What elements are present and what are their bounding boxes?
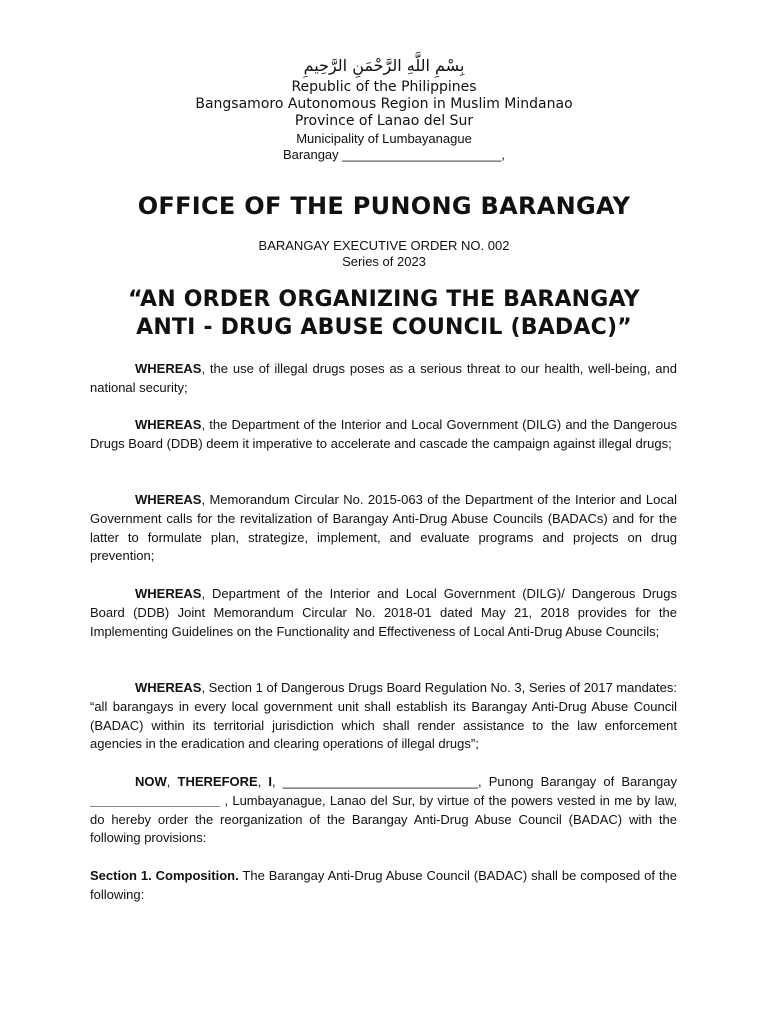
whereas-paragraph <box>90 416 677 454</box>
i-keyword: I <box>268 774 273 789</box>
whereas-paragraph <box>90 491 677 566</box>
municipality-line: Municipality of Lumbayanague <box>296 131 472 146</box>
now-therefore-text: , Punong Barangay of Barangay <box>478 774 678 789</box>
whereas-paragraph <box>90 585 677 641</box>
whereas-keyword: WHEREAS <box>135 680 202 695</box>
whereas-keyword: WHEREAS <box>135 586 202 601</box>
basmala-calligraphy: بِسْمِ اللَّهِ الرَّحْمَنِ الرَّحِيمِ <box>303 56 465 75</box>
whereas-text: , the Department of the Interior and Local Government (DILG) and the Dangerous Drugs Board (DDB) deem it imperative to accelerate and cascade the campaign against illegal drugs; <box>90 417 677 451</box>
order-title-line-1: “AN ORDER ORGANIZING THE BARANGAY <box>128 287 640 312</box>
executive-order-number: BARANGAY EXECUTIVE ORDER NO. 002 <box>258 238 510 253</box>
whereas-text: , Department of the Interior and Local Government (DILG)/ Dangerous Drugs Board (DDB) Joint Memorandum Circular No. 2018-01 dated May 21, 2018 provides for the Implementing Guidelines on the Functionality and Effectiveness of Local Anti-Drug Abuse Councils; <box>90 586 677 639</box>
punctuation: , <box>166 774 178 789</box>
therefore-keyword: THEREFORE <box>177 774 258 789</box>
barangay-name-blank: __________________ <box>90 792 221 808</box>
now-therefore-continuation: , Lumbayanague, Lanao del Sur, by virtue of the powers vested in me by law, do hereby order the reorganization of the Barangay Anti-Drug Abuse Council (BADAC) with the following provisions: <box>90 792 677 846</box>
whereas-text: , Memorandum Circular No. 2015-063 of the Department of the Interior and Local Government calls for the revitalization of Barangay Anti-Drug Abuse Councils (BADACs) and for the latter to formulate plan, strategize, implement, and evaluate programs and projects on drug prevention; <box>90 492 677 564</box>
letterhead <box>0 79 768 147</box>
executive-order-series: Series of 2023 <box>342 254 426 269</box>
punctuation: , <box>272 774 283 789</box>
order-title <box>0 286 768 342</box>
whereas-keyword: WHEREAS <box>135 361 202 376</box>
executive-order-heading <box>0 238 768 270</box>
punong-barangay-name-blank: ___________________________ <box>282 774 478 789</box>
office-title: OFFICE OF THE PUNONG BARANGAY <box>137 192 631 220</box>
whereas-keyword: WHEREAS <box>135 417 202 432</box>
order-title-line-2: ANTI - DRUG ABUSE COUNCIL (BADAC)” <box>136 315 632 340</box>
section-1-heading: Section 1. Composition. <box>90 868 239 883</box>
whereas-keyword: WHEREAS <box>135 492 202 507</box>
province-line: Province of Lanao del Sur <box>294 113 474 129</box>
section-1-text: The Barangay Anti-Drug Abuse Council (BADAC) shall be composed of the following: <box>90 868 677 902</box>
section-1-paragraph <box>90 867 677 905</box>
region-line: Bangsamoro Autonomous Region in Muslim Mindanao <box>195 96 573 112</box>
punctuation: , <box>257 774 269 789</box>
now-keyword: NOW <box>135 774 167 789</box>
whereas-paragraph <box>90 679 677 754</box>
now-therefore-paragraph <box>90 773 677 848</box>
whereas-text: , the use of illegal drugs poses as a serious threat to our health, well-being, and national security; <box>90 361 677 395</box>
whereas-text: , Section 1 of Dangerous Drugs Board Regulation No. 3, Series of 2017 mandates: “all barangays in every local government unit shall establish its Barangay Anti-Drug Abuse Council (BADAC) within its territorial jurisdiction which shall render assistance to the law enforcement agencies in the eradication and clearing operations of illegal drugs”; <box>90 680 677 752</box>
barangay-line: Barangay ______________________, <box>283 147 505 162</box>
republic-line: Republic of the Philippines <box>291 79 477 95</box>
whereas-paragraph <box>90 360 677 398</box>
